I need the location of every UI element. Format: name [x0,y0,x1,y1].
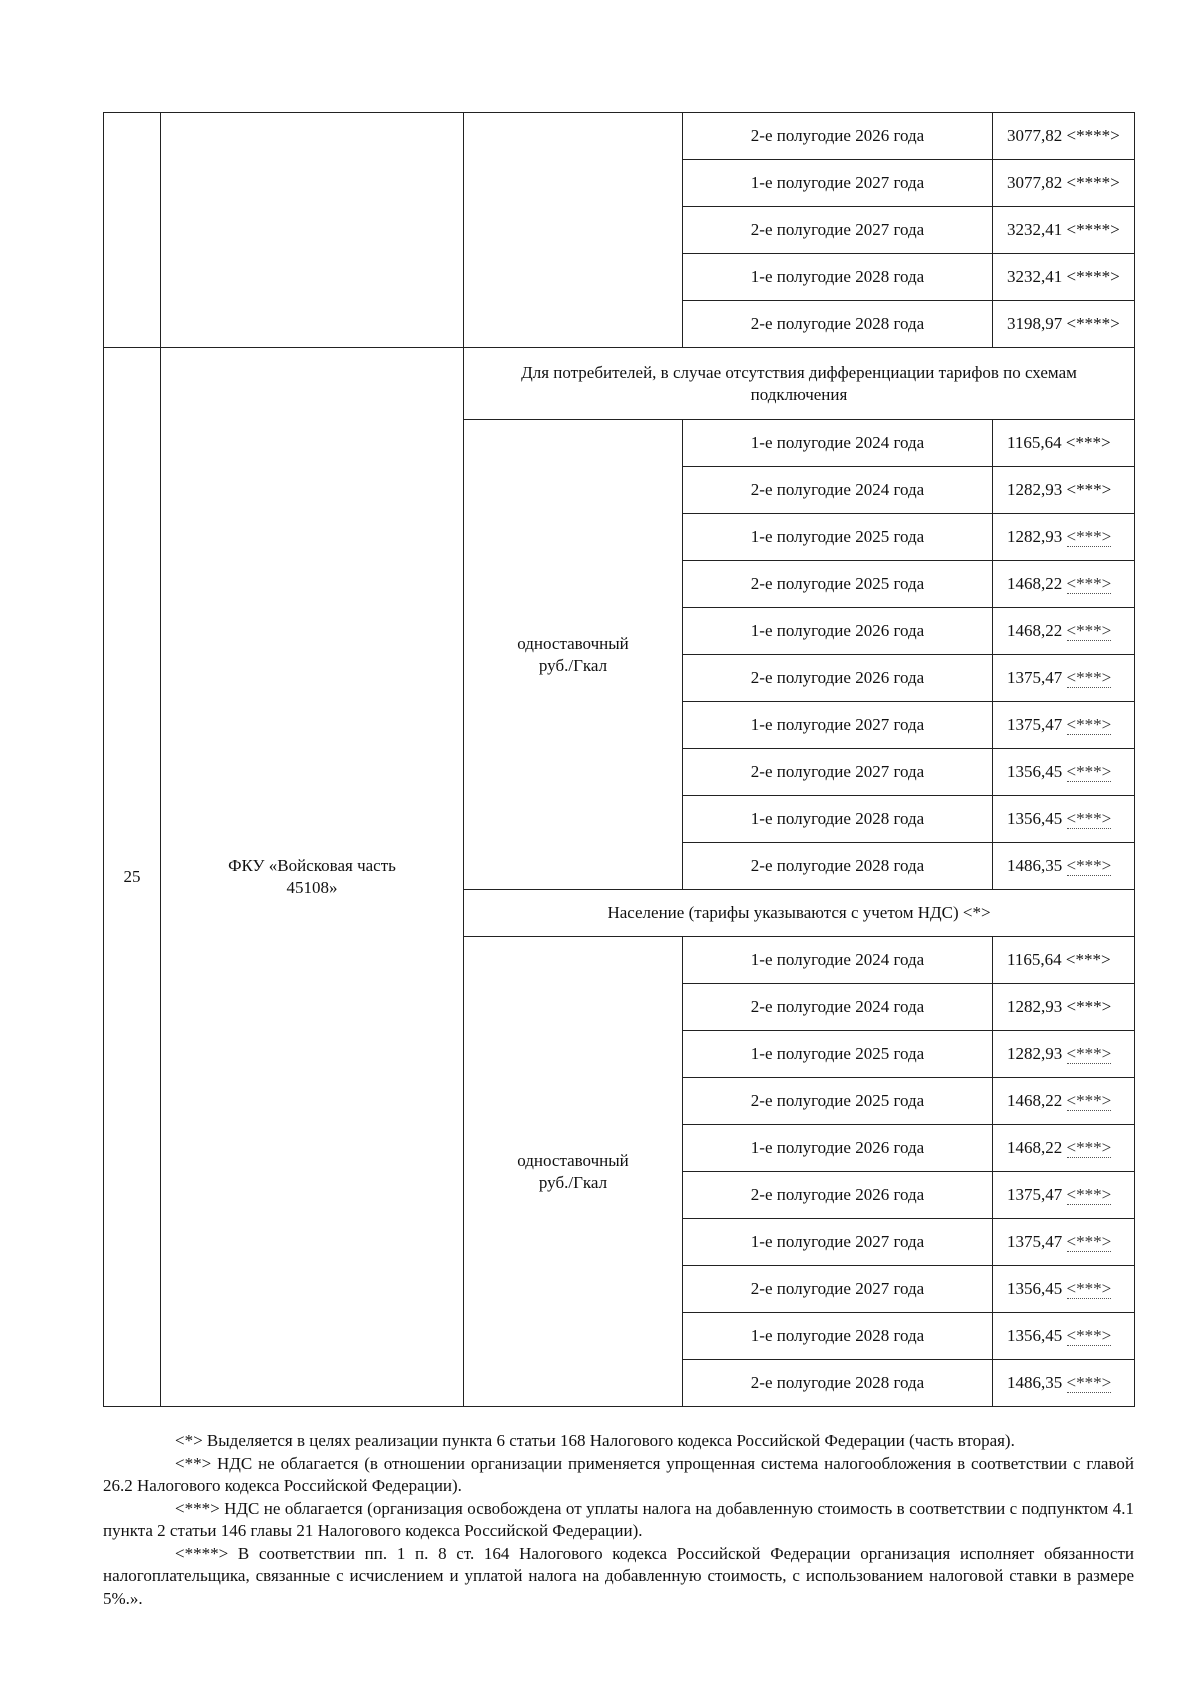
tariff-value: 1486,35 [1007,856,1067,875]
tariff-value: 1375,47 [1007,668,1067,687]
footnote-mark: <****> [1066,267,1120,286]
tariff-value-cell [993,702,1135,749]
section-heading: Для потребителей, в случае отсутствия дифференциации тарифов по схемам подключения [464,348,1135,420]
tariff-value-cell [993,113,1135,160]
tariff-value-cell [993,749,1135,796]
tariff-value: 3077,82 [1007,126,1067,145]
footnote-link[interactable]: <***> [1066,574,1112,593]
footnote-link[interactable]: <***> [1066,809,1112,828]
footnote-paragraph: <**> НДС не облагается (в отношении организации применяется упрощенная система налогообложения в соответствии с главой 26.2 Налогового кодекса Российской Федерации). [103,1453,1134,1495]
footnote-link[interactable]: <***> [1066,1091,1112,1110]
tariff-value-cell [993,1125,1135,1172]
period-cell: 2-е полугодие 2026 года [683,113,993,160]
footnote-link[interactable]: <***> [1066,621,1112,640]
footnote-link[interactable]: <***> [1066,1232,1112,1251]
tariff-value: 1356,45 [1007,1326,1067,1345]
footnote-paragraph: <****> В соответствии пп. 1 п. 8 ст. 164 Налогового кодекса Российской Федерации организация исполняет обязанности налогоплательщика, связанные с исчислением и уплатой налога на добавленную стоимость, с использованием налоговой ставки в размере 5%.». [103,1543,1134,1608]
period-cell: 2-е полугодие 2028 года [683,301,993,348]
footnote-link[interactable]: <***> [1066,1044,1112,1063]
tariff-value-cell [993,1031,1135,1078]
tariff-value-cell [993,796,1135,843]
tariff-value-cell [993,514,1135,561]
footnote-link[interactable]: <***> [1066,527,1112,546]
period-cell: 2-е полугодие 2027 года [683,749,993,796]
tariff-value-cell [993,1313,1135,1360]
tariff-value-cell [993,1219,1135,1266]
tariff-value-cell [993,655,1135,702]
number-cell-empty [104,113,161,348]
entry-number: 25 [104,348,161,1407]
tariff-value-cell [993,608,1135,655]
tariff-value-cell [993,1172,1135,1219]
footnote-mark: <****> [1066,314,1120,333]
footnote-link[interactable]: <***> [1066,715,1112,734]
tariff-value: 1468,22 [1007,574,1067,593]
period-cell: 1-е полугодие 2025 года [683,514,993,561]
tariff-value: 1486,35 [1007,1373,1067,1392]
tariff-table [103,112,1135,1407]
tariff-value: 1468,22 [1007,621,1067,640]
tariff-value: 3232,41 [1007,220,1067,239]
footnote-paragraph: <***> НДС не облагается (организация освобождена от уплаты налога на добавленную стоимость в соответствии с подпунктом 4.1 пункта 2 статьи 146 главы 21 Налогового кодекса Российской Федерации). [103,1498,1134,1540]
footnote-mark: <***> [1066,480,1112,499]
period-cell: 2-е полугодие 2024 года [683,984,993,1031]
tariff-value: 1165,64 [1007,950,1066,969]
footnotes [103,1430,1134,1610]
footnote-link[interactable]: <***> [1066,762,1112,781]
tariff-value: 1468,22 [1007,1091,1067,1110]
tariff-value-cell [993,207,1135,254]
footnote-link[interactable]: <***> [1066,1373,1112,1392]
period-cell: 2-е полугодие 2027 года [683,207,993,254]
organization-cell-empty [161,113,464,348]
period-cell: 1-е полугодие 2027 года [683,1219,993,1266]
tariff-type-cell [464,420,683,890]
tariff-type: одноставочный [517,633,629,653]
tariff-unit: руб./Гкал [538,1172,608,1192]
period-cell: 1-е полугодие 2028 года [683,1313,993,1360]
tariff-value-cell [993,254,1135,301]
footnote-mark: <****> [1066,220,1120,239]
tariff-type: одноставочный [517,1150,629,1170]
footnote-link[interactable]: <***> [1066,1185,1112,1204]
footnote-mark: <***> [1065,950,1111,969]
period-cell: 2-е полугодие 2028 года [683,1360,993,1407]
tariff-value-cell [993,1078,1135,1125]
period-cell: 1-е полугодие 2026 года [683,608,993,655]
period-cell: 1-е полугодие 2027 года [683,702,993,749]
tariff-value-cell [993,843,1135,890]
tariff-value-cell [993,561,1135,608]
period-cell: 1-е полугодие 2028 года [683,796,993,843]
tariff-value: 1375,47 [1007,715,1067,734]
tariff-value: 1356,45 [1007,809,1067,828]
tariff-value: 1282,93 [1007,480,1067,499]
tariff-type-cell [464,937,683,1407]
period-cell: 2-е полугодие 2026 года [683,1172,993,1219]
tariff-unit: руб./Гкал [538,655,608,675]
section-heading-row [104,348,1135,420]
tariff-value: 3198,97 [1007,314,1067,333]
tariff-value-cell [993,160,1135,207]
footnote-mark: <****> [1066,173,1120,192]
tariff-value: 1468,22 [1007,1138,1067,1157]
period-cell: 2-е полугодие 2025 года [683,561,993,608]
period-cell: 2-е полугодие 2028 года [683,843,993,890]
period-cell: 1-е полугодие 2027 года [683,160,993,207]
tariff-value-cell [993,1360,1135,1407]
tariff-value-cell [993,420,1135,467]
tariff-value: 1375,47 [1007,1185,1067,1204]
section-heading: Население (тарифы указываются с учетом НДС) <*> [464,890,1135,937]
tariff-value: 1375,47 [1007,1232,1067,1251]
tariff-type-cell-empty [464,113,683,348]
footnote-link[interactable]: <***> [1066,1138,1112,1157]
tariff-value-cell [993,984,1135,1031]
footnote-mark: <***> [1066,997,1112,1016]
period-cell: 1-е полугодие 2024 года [683,420,993,467]
period-cell: 1-е полугодие 2028 года [683,254,993,301]
tariff-value: 3077,82 [1007,173,1067,192]
footnote-paragraph: <*> Выделяется в целях реализации пункта 6 статьи 168 Налогового кодекса Российской Федерации (часть вторая). [175,1431,1015,1450]
tariff-value: 1356,45 [1007,1279,1067,1298]
tariff-value: 1165,64 [1007,433,1066,452]
footnote-link[interactable]: <***> [1066,856,1112,875]
tariff-value: 1282,93 [1007,1044,1067,1063]
tariff-value: 1282,93 [1007,997,1067,1016]
tariff-value: 3232,41 [1007,267,1067,286]
tariff-value: 1356,45 [1007,762,1067,781]
period-cell: 1-е полугодие 2025 года [683,1031,993,1078]
period-cell: 2-е полугодие 2024 года [683,467,993,514]
period-cell: 2-е полугодие 2025 года [683,1078,993,1125]
table-row [104,113,1135,160]
tariff-value-cell [993,937,1135,984]
tariff-value-cell [993,301,1135,348]
footnote-mark: <****> [1066,126,1120,145]
period-cell: 2-е полугодие 2026 года [683,655,993,702]
tariff-value-cell [993,467,1135,514]
period-cell: 1-е полугодие 2026 года [683,1125,993,1172]
period-cell: 1-е полугодие 2024 года [683,937,993,984]
period-cell: 2-е полугодие 2027 года [683,1266,993,1313]
footnote-link[interactable]: <***> [1066,1279,1112,1298]
tariff-value: 1282,93 [1007,527,1067,546]
organization-name: ФКУ «Войсковая часть 45108» [161,348,464,1407]
tariff-value-cell [993,1266,1135,1313]
footnote-link[interactable]: <***> [1066,1326,1112,1345]
footnote-link[interactable]: <***> [1066,668,1112,687]
footnote-mark: <***> [1065,433,1111,452]
